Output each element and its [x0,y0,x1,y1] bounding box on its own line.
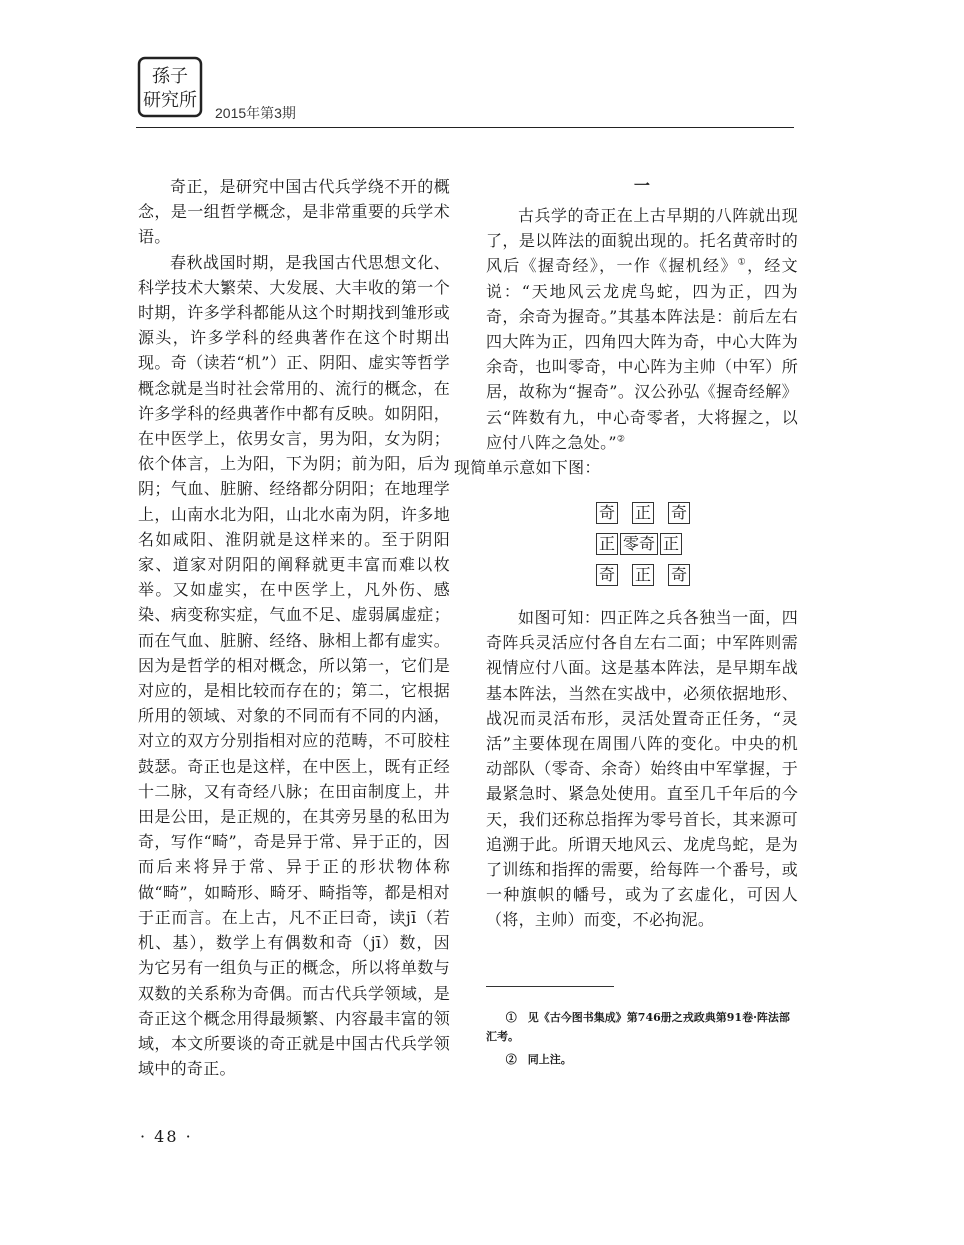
footnote: ② 同上注。 [505,1053,572,1066]
svg-text:孫子: 孫子 [152,66,188,87]
left-column [138,174,450,1081]
grid-cell: 奇 [596,564,618,586]
right-column-lower [486,605,798,933]
page-number: · 48 · [140,1127,193,1146]
formation-grid [596,497,698,590]
paragraph: 春秋战国时期，是我国古代思想文化、科学技术大繁荣、大发展、大丰收的第一个时期，许多学科都能从这个时期找到雏形或源头，许多学科的经典著作在这个时期出现。奇（读若“机”）正、阴阳、虚实等哲学概念就是当时社会常用的、流行的概念，在许多学科的经典著作中都有反映。如阴阳，在中医学上，依男女言，男为阳，女为阴；依个体言，上为阳，下为阴；前为阳，后为阴；气血、脏腑、经络都分阴阳；在地理学上，山南水北为阳，山北水南为阴，许多地名如咸阳、淮阴就是这样来的。至于阴阳家、道家对阴阳的阐释就更丰富而难以枚举。又如虚实，在中医学上，凡外伤、感染、病变称实症，气血不足、虚弱属虚症；而在气血、脏腑、经络、脉相上都有虚实。因为是哲学的相对概念，所以第一，它们是对应的，是相比较而存在的；第二，它根据所用的领域、对象的不同而有不同的内涵，对立的双方分别指相对应的范畴，不可胶柱鼓瑟。奇正也是这样，在中医上，既有正经十二脉，又有奇经八脉；在田亩制度上，井田是公田，是正规的，在其旁另垦的私田为奇，写作“畸”，奇是异于常、异于正的，因而后来将异于常、异于正的形状物体称做“畸”，如畸形、畸牙、畸指等，都是相对于正而言。在上古，凡不正曰奇，读jī（若机、基），数学上有偶数和奇（jī）数，因为它另有一组负与正的概念，所以将单数与双数的关系称为奇偶。而古代兵学领域，是奇正这个概念用得最频繁、内容最丰富的领域，本文所要谈的奇正就是中国古代兵学领域中的奇正。 [138,252,450,1079]
grid-row [596,528,698,559]
footnote-ref: ① [737,258,748,269]
grid-row [596,497,698,528]
svg-text:研究所: 研究所 [143,90,197,111]
paragraph: 如图可知：四正阵之兵各独当一面，四奇阵兵灵活应付各自左右二面；中军阵则需视情应付八面。这是基本阵法，是早期车战基本阵法，当然在实战中，必须依据地形、战况而灵活布形，灵活处置奇正任务，“灵活”主要体现在周围八阵的变化。中央的机动部队（零奇、余奇）始终由中军掌握，于最紧急时、紧急处使用。直至几千年后的今天，我们还称总指挥为零号首长，其来源可追溯于此。所谓天地风云、龙虎鸟蛇，是为了训练和指挥的需要，给每阵一个番号，或一种旗帜的幡号，或为了玄虚化，可因人（将，主帅）而变，不必拘泥。 [486,608,798,930]
footnote-ref: ② [616,434,626,445]
grid-cell: 奇 [596,502,618,524]
issue-label: 2015年第3期 [215,105,296,121]
grid-cell: 奇 [668,564,690,586]
grid-cell: 零奇 [620,533,658,555]
grid-row [596,559,698,590]
right-column [454,173,798,480]
grid-cell: 正 [660,533,682,555]
paragraph: 古兵学的奇正在上古早期的八阵就出现了，是以阵法的面貌出现的。托名黄帝时的风后《握奇经》，一作《握机经》①，经文说：“天地风云龙虎鸟蛇，四为正，四为奇，余奇为握奇。”其基本阵法是：前后左右四大阵为正，四角四大阵为奇，中心大阵为余奇，也叫零奇，中心阵为主帅（中军）所居，故称为“握奇”。汉公孙弘《握奇经解》云“阵数有九，中心奇零者，大将握之，以应付八阵之急处。”② 现简单示意如下图： [454,206,798,478]
grid-cell: 正 [632,502,654,524]
paragraph: 奇正，是研究中国古代兵学绕不开的概念，是一组哲学概念，是非常重要的兵学术语。 [138,177,450,247]
grid-cell: 正 [596,533,618,555]
footnote: ① 见《古今图书集成》第746册之戎政典第91卷·阵法部汇考。 [486,1011,790,1043]
grid-cell: 奇 [668,502,690,524]
section-number: 一 [633,176,651,195]
footnote-divider [486,986,614,987]
footnotes [486,1008,798,1073]
journal-logo [137,56,203,118]
header-divider [136,127,794,128]
grid-cell: 正 [632,564,654,586]
